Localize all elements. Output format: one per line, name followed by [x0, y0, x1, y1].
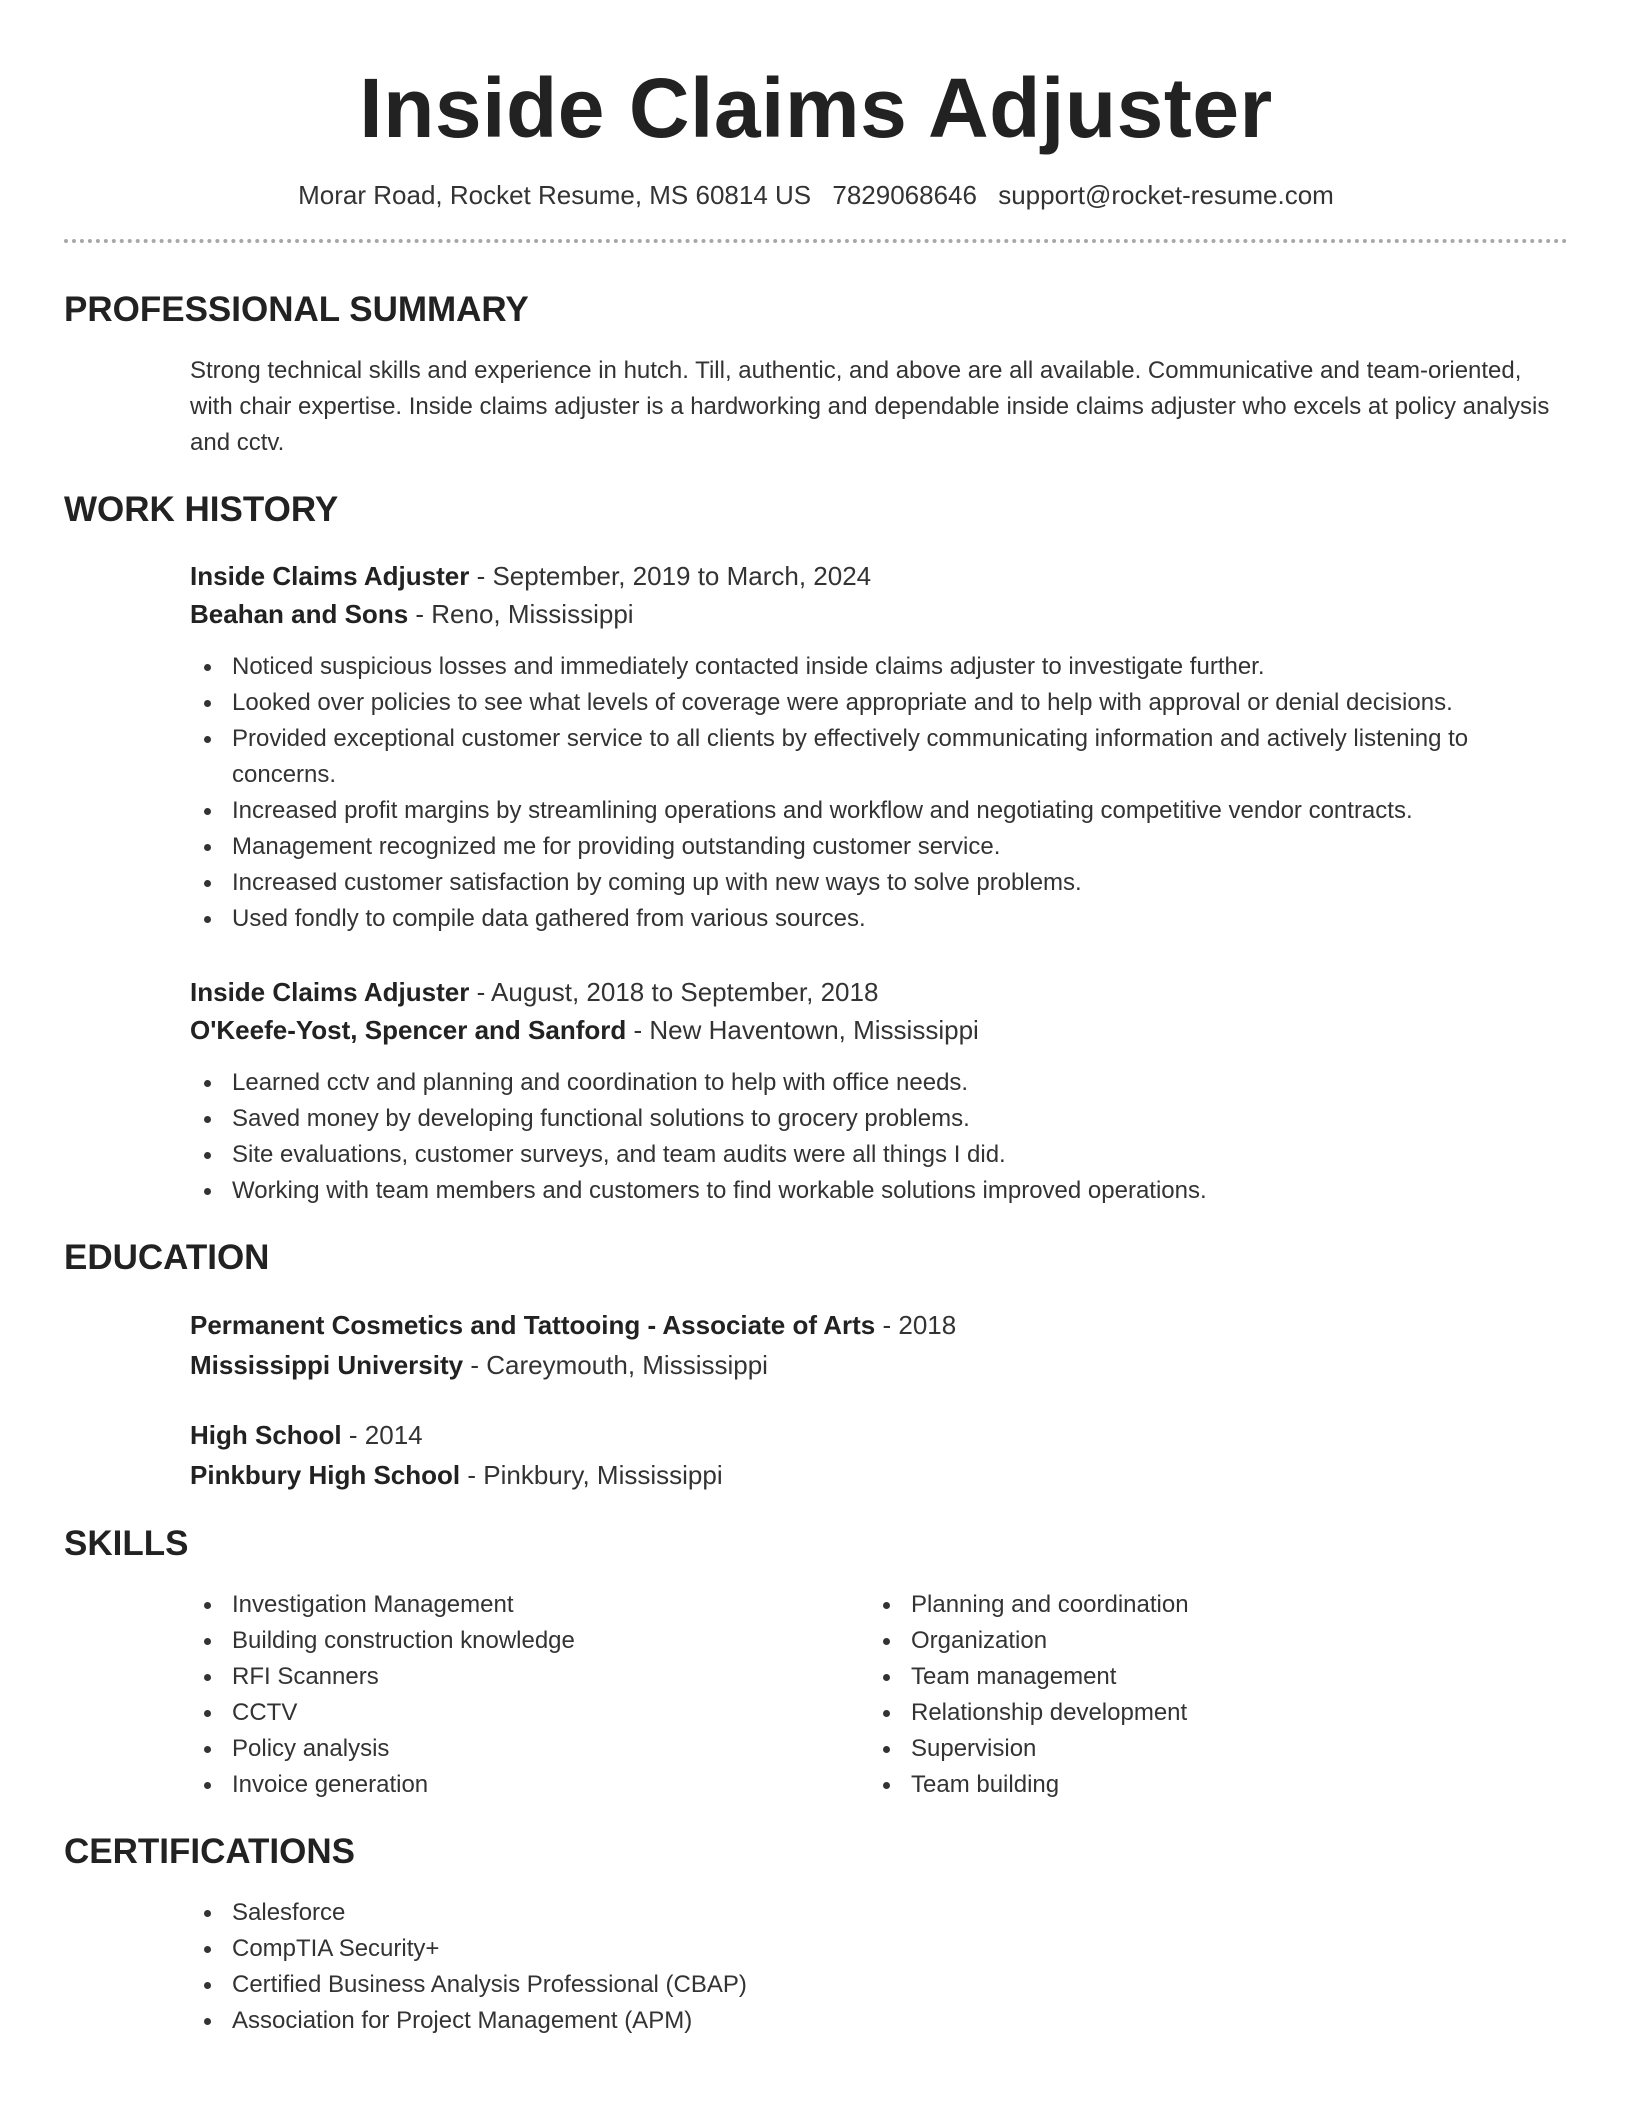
school-location: - Careymouth, Mississippi	[463, 1349, 768, 1380]
job-entry	[64, 973, 1568, 1209]
certifications-heading: CERTIFICATIONS	[64, 1831, 356, 1871]
skills-list	[869, 1587, 1548, 1803]
list-item: Site evaluations, customer surveys, and team audits were all things I did.	[232, 1137, 1568, 1173]
list-item: Salesforce	[232, 1895, 1568, 1931]
summary-section	[64, 289, 1568, 461]
job-company-line	[190, 1011, 1568, 1049]
skills-heading: SKILLS	[64, 1523, 189, 1563]
list-item: CompTIA Security+	[232, 1931, 1568, 1967]
graduation-year: - 2014	[341, 1419, 423, 1450]
education-entry	[64, 1305, 1568, 1385]
degree-line	[190, 1305, 1568, 1345]
email: support@rocket-resume.com	[998, 179, 1334, 210]
phone: 7829068646	[832, 179, 977, 210]
job-company: Beahan and Sons	[190, 598, 409, 629]
education-section	[64, 1237, 1568, 1495]
list-item: Team building	[911, 1767, 1548, 1803]
education-heading: EDUCATION	[64, 1237, 270, 1277]
list-item: Used fondly to compile data gathered from various sources.	[232, 901, 1568, 937]
list-item: RFI Scanners	[232, 1659, 869, 1695]
list-item: Noticed suspicious losses and immediately contacted inside claims adjuster to investigate further.	[232, 649, 1568, 685]
job-company-line	[190, 595, 1568, 633]
list-item: Invoice generation	[232, 1767, 869, 1803]
job-dates: - August, 2018 to September, 2018	[469, 976, 879, 1007]
summary-heading: PROFESSIONAL SUMMARY	[64, 289, 529, 329]
work-history-section	[64, 489, 1568, 1209]
degree: High School	[190, 1419, 342, 1450]
list-item: Investigation Management	[232, 1587, 869, 1623]
candidate-name: Inside Claims Adjuster	[359, 61, 1273, 155]
address: Morar Road, Rocket Resume, MS 60814 US	[298, 179, 812, 210]
job-title-line	[190, 557, 1568, 595]
skills-column-right	[869, 1587, 1548, 1803]
list-item: Provided exceptional customer service to all clients by effectively communicating information and actively listening to concerns.	[232, 721, 1568, 793]
skills-section	[64, 1523, 1568, 1803]
job-dates: - September, 2019 to March, 2024	[469, 560, 872, 591]
list-item: Management recognized me for providing outstanding customer service.	[232, 829, 1568, 865]
list-item: Building construction knowledge	[232, 1623, 869, 1659]
skills-column-left	[190, 1587, 869, 1803]
job-company: O'Keefe-Yost, Spencer and Sanford	[190, 1014, 627, 1045]
certifications-list	[190, 1895, 1568, 2039]
work-history-heading: WORK HISTORY	[64, 489, 339, 529]
certifications-section	[64, 1831, 1568, 2039]
list-item: Association for Project Management (APM)	[232, 2003, 1568, 2039]
job-location: - Reno, Mississippi	[408, 598, 634, 629]
job-title-line	[190, 973, 1568, 1011]
list-item: Increased profit margins by streamlining operations and workflow and negotiating competitive vendor contracts.	[232, 793, 1568, 829]
header-divider	[64, 239, 1568, 243]
job-role: Inside Claims Adjuster	[190, 976, 470, 1007]
list-item: Planning and coordination	[911, 1587, 1548, 1623]
list-item: CCTV	[232, 1695, 869, 1731]
degree: Permanent Cosmetics and Tattooing - Associate of Arts	[190, 1309, 876, 1340]
job-location: - New Haventown, Mississippi	[626, 1014, 979, 1045]
school-location: - Pinkbury, Mississippi	[460, 1459, 723, 1490]
list-item: Certified Business Analysis Professional (CBAP)	[232, 1967, 1568, 2003]
list-item: Relationship development	[911, 1695, 1548, 1731]
school-name: Mississippi University	[190, 1349, 464, 1380]
graduation-year: - 2018	[875, 1309, 957, 1340]
school-line	[190, 1455, 1568, 1495]
list-item: Policy analysis	[232, 1731, 869, 1767]
school-line	[190, 1345, 1568, 1385]
skills-columns	[64, 1587, 1568, 1803]
list-item: Working with team members and customers to find workable solutions improved operations.	[232, 1173, 1568, 1209]
list-item: Learned cctv and planning and coordination to help with office needs.	[232, 1065, 1568, 1101]
list-item: Supervision	[911, 1731, 1548, 1767]
list-item: Organization	[911, 1623, 1548, 1659]
certifications-body	[64, 1895, 1568, 2039]
job-bullets	[190, 1065, 1568, 1209]
contact-line	[64, 179, 1568, 213]
job-role: Inside Claims Adjuster	[190, 560, 470, 591]
list-item: Saved money by developing functional solutions to grocery problems.	[232, 1101, 1568, 1137]
school-name: Pinkbury High School	[190, 1459, 461, 1490]
job-bullets	[190, 649, 1568, 937]
list-item: Looked over policies to see what levels of coverage were appropriate and to help with approval or denial decisions.	[232, 685, 1568, 721]
list-item: Team management	[911, 1659, 1548, 1695]
education-entry	[64, 1415, 1568, 1495]
skills-list	[190, 1587, 869, 1803]
summary-text: Strong technical skills and experience in hutch. Till, authentic, and above are all available. Communicative and team-oriented, with chair expertise. Inside claims adjuster is a hardworking and dependable inside claims adjuster who excels at policy analysis and cctv.	[190, 356, 1550, 456]
degree-line	[190, 1415, 1568, 1455]
job-entry	[64, 557, 1568, 937]
list-item: Increased customer satisfaction by coming up with new ways to solve problems.	[232, 865, 1568, 901]
